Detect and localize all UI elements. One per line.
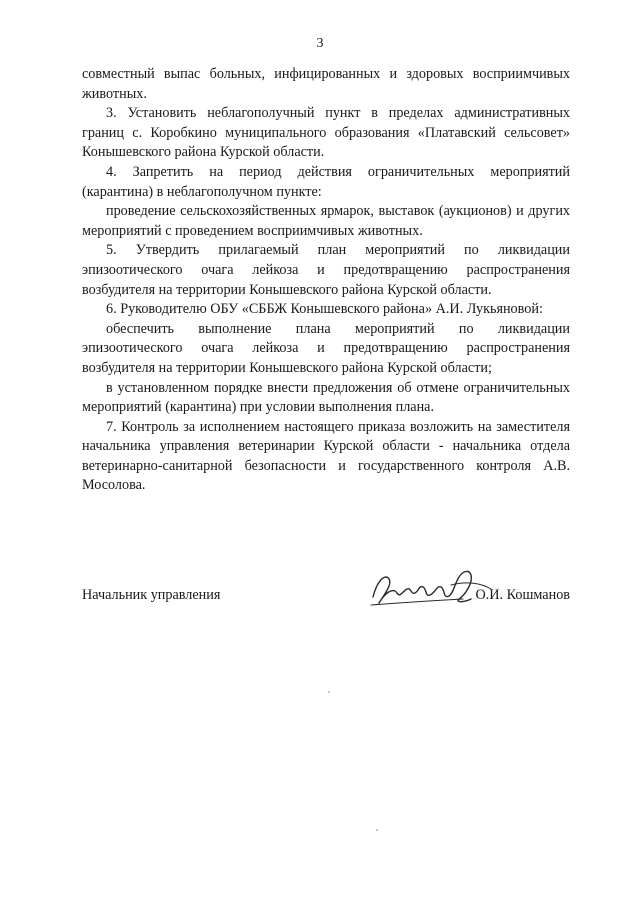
signer-title: Начальник управления <box>82 587 221 603</box>
paragraph-continuation: совместный выпас больных, инфицированных и здоровых восприимчивых животных. <box>82 66 570 102</box>
scan-speck <box>328 691 330 693</box>
document-body <box>82 65 570 496</box>
paragraph-item-6-sub-1: обеспечить выполнение плана мероприятий по ликвидации эпизоотического очага лейкоза и предотвращению распространения возбудителя на территории Конышевского района Курской области; <box>82 320 570 376</box>
scan-speck <box>376 829 378 831</box>
paragraph-item-4: 4. Запретить на период действия ограничительных мероприятий (карантина) в неблагополучном пункте: <box>82 163 570 200</box>
paragraph-item-7: 7. Контроль за исполнением настоящего приказа возложить на заместителя начальника управления ветеринарии Курской области - начальника отдела ветеринарно-санитарной безопасности и государственного контроля А.В. Мосолова. <box>82 418 570 494</box>
signer-name: О.И. Кошманов <box>475 587 570 603</box>
paragraph-item-3: 3. Установить неблагополучный пункт в пределах административных границ с. Коробкино муниципального образования «Платавский сельсовет» Конышевского района Курской области. <box>82 105 570 161</box>
paragraph-item-6: 6. Руководителю ОБУ «СББЖ Конышевского района» А.И. Лукьяновой: <box>106 301 543 318</box>
paragraph-item-6-sub-2: в установленном порядке внести предложения об отмене ограничительных мероприятий (карантина) при условии выполнения плана. <box>82 379 570 416</box>
signature-block <box>82 583 570 607</box>
paragraph-item-4-sub: проведение сельскохозяйственных ярмарок, выставок (аукционов) и других мероприятий с проведением восприимчивых животных. <box>82 203 570 239</box>
paragraph-item-5: 5. Утвердить прилагаемый план мероприятий по ликвидации эпизоотического очага лейкоза и предотвращению распространения возбудителя на территории Конышевского района Курской области. <box>82 242 570 298</box>
page-number: 3 <box>316 36 324 51</box>
